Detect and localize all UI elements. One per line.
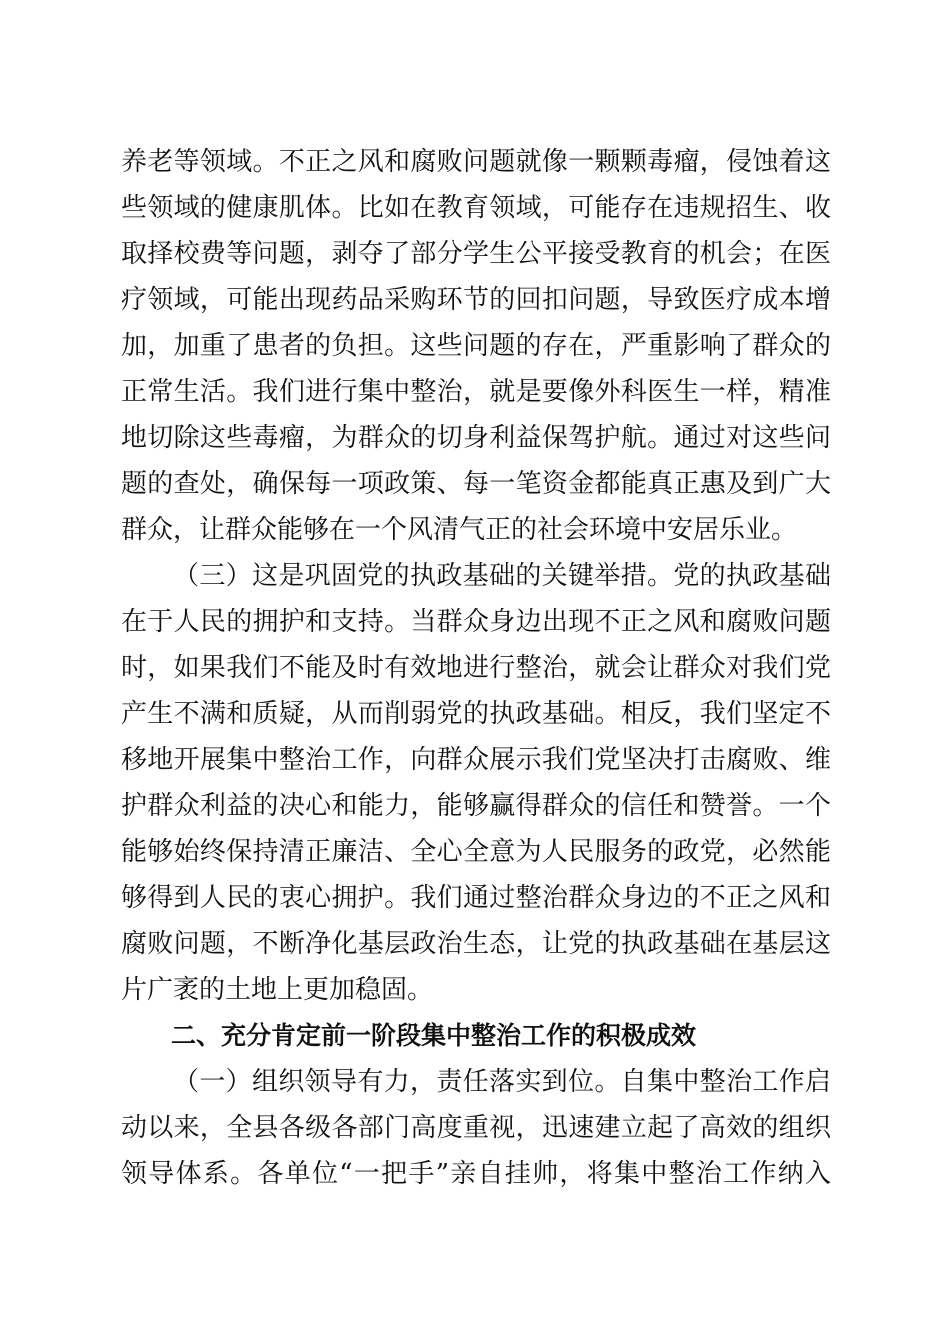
paragraph-line: 够得到人民的衷心拥护。我们通过整治群众身边的不正之风和 bbox=[121, 883, 831, 913]
paragraph-line: 题的查处，确保每一项政策、每一笔资金都能真正惠及到广大 bbox=[121, 469, 831, 499]
paragraph-line: 能够始终保持清正廉洁、全心全意为人民服务的政党，必然能 bbox=[121, 837, 831, 867]
paragraph-line: 正常生活。我们进行集中整治，就是要像外科医生一样，精准 bbox=[121, 377, 831, 407]
paragraph-line: 动以来，全县各级各部门高度重视，迅速建立起了高效的组织 bbox=[121, 1113, 831, 1143]
paragraph-line: 片广袤的土地上更加稳固。 bbox=[121, 975, 434, 1005]
paragraph-line: 领导体系。各单位“一把手”亲自挂帅，将集中整治工作纳入 bbox=[121, 1159, 831, 1189]
paragraph-line: 在于人民的拥护和支持。当群众身边出现不正之风和腐败问题 bbox=[121, 607, 831, 637]
paragraph-line: 地切除这些毒瘤，为群众的切身利益保驾护航。通过对这些问 bbox=[121, 423, 831, 453]
paragraph-line: 腐败问题，不断净化基层政治生态，让党的执政基础在基层这 bbox=[121, 929, 831, 959]
paragraph-line: 取择校费等问题，剥夺了部分学生公平接受教育的机会；在医 bbox=[121, 239, 831, 269]
paragraph-line: 移地开展集中整治工作，向群众展示我们党坚决打击腐败、维 bbox=[121, 745, 831, 775]
paragraph-line: 产生不满和质疑，从而削弱党的执政基础。相反，我们坚定不 bbox=[121, 699, 831, 729]
paragraph-line: 疗领域，可能出现药品采购环节的回扣问题，导致医疗成本增 bbox=[121, 285, 831, 315]
section-heading: 二、充分肯定前一阶段集中整治工作的积极成效 bbox=[171, 1021, 697, 1050]
section-lead-line: （三）这是巩固党的执政基础的关键举措。党的执政基础 bbox=[173, 561, 831, 591]
paragraph-line: 些领域的健康肌体。比如在教育领域，可能存在违规招生、收 bbox=[121, 193, 831, 223]
paragraph-line: 群众，让群众能够在一个风清气正的社会环境中安居乐业。 bbox=[121, 515, 798, 545]
section-lead-line: （一）组织领导有力，责任落实到位。自集中整治工作启 bbox=[173, 1067, 831, 1097]
paragraph-line: 护群众利益的决心和能力，能够赢得群众的信任和赞誉。一个 bbox=[121, 791, 831, 821]
paragraph-line: 时，如果我们不能及时有效地进行整治，就会让群众对我们党 bbox=[121, 653, 831, 683]
paragraph-line: 加，加重了患者的负担。这些问题的存在，严重影响了群众的 bbox=[121, 331, 831, 361]
paragraph-line: 养老等领域。不正之风和腐败问题就像一颗颗毒瘤，侵蚀着这 bbox=[121, 147, 831, 177]
